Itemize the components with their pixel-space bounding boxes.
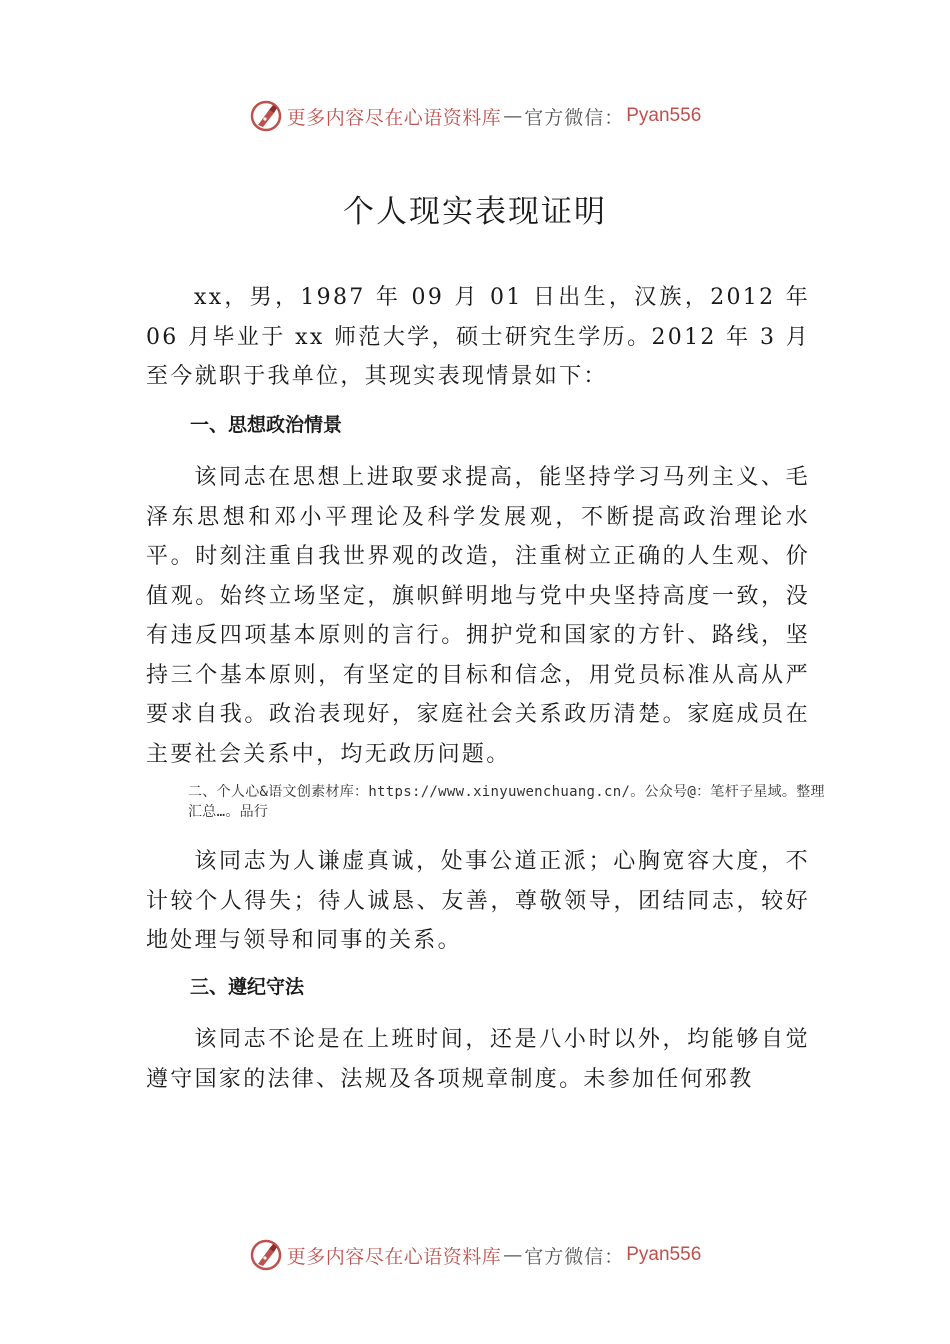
banner-wechat-label: 官方微信：: [524, 106, 625, 129]
section3-paragraph: [146, 1020, 810, 1099]
banner-separator: —: [503, 105, 523, 127]
pen-nib-logo-icon: [249, 1238, 283, 1272]
section3-heading: 三、遵纪守法: [190, 976, 305, 998]
banner-slogan: 更多内容尽在心语资料库: [286, 106, 502, 129]
section2-text: 该同志为人谦虚真诚，处事公道正派；心胸宽容大度，不计较个人得失；待人诚恳、友善，尊敬领导，团结同志，较好地处理与领导和同事的关系。: [146, 849, 810, 953]
document-title: 个人现实表现证明: [343, 194, 607, 230]
intro-text: xx，男，1987 年 09 月 01 日出生，汉族，2012 年 06 月毕业于 xx 师范大学，硕士研究生学历。2012 年 3 月至今就职于我单位，其现实表现情景如下：: [146, 285, 810, 389]
banner-wechat-id: Pyan556: [626, 105, 702, 126]
banner-wechat-label: 官方微信：: [524, 1245, 625, 1268]
header-banner: [0, 96, 950, 136]
banner-slogan: 更多内容尽在心语资料库: [286, 1245, 502, 1268]
intro-paragraph: [146, 278, 810, 397]
section1-heading: 一、思想政治情景: [190, 414, 343, 436]
section1-paragraph: [146, 458, 810, 774]
section2-paragraph: [146, 842, 810, 961]
banner-separator: —: [503, 1244, 523, 1266]
section2-heading-note: 二、个人心&语文创素材库：https://www.xinyuwenchuang.cn/。公众号@：笔杆子星域。整理汇总…。品行: [188, 784, 825, 820]
section3-text: 该同志不论是在上班时间，还是八小时以外，均能够自觉遵守国家的法律、法规及各项规章制度。未参加任何邪教: [146, 1027, 810, 1092]
pen-nib-logo-icon: [249, 99, 283, 133]
footer-banner: [0, 1235, 950, 1275]
section1-text: 该同志在思想上进取要求提高，能坚持学习马列主义、毛泽东思想和邓小平理论及科学发展观，不断提高政治理论水平。时刻注重自我世界观的改造，注重树立正确的人生观、价值观。始终立场坚定，旗帜鲜明地与党中央坚持高度一致，没有违反四项基本原则的言行。拥护党和国家的方针、路线，坚持三个基本原则，有坚定的目标和信念，用党员标准从高从严要求自我。政治表现好，家庭社会关系政历清楚。家庭成员在主要社会关系中，均无政历问题。: [146, 465, 810, 767]
banner-wechat-id: Pyan556: [626, 1244, 702, 1265]
